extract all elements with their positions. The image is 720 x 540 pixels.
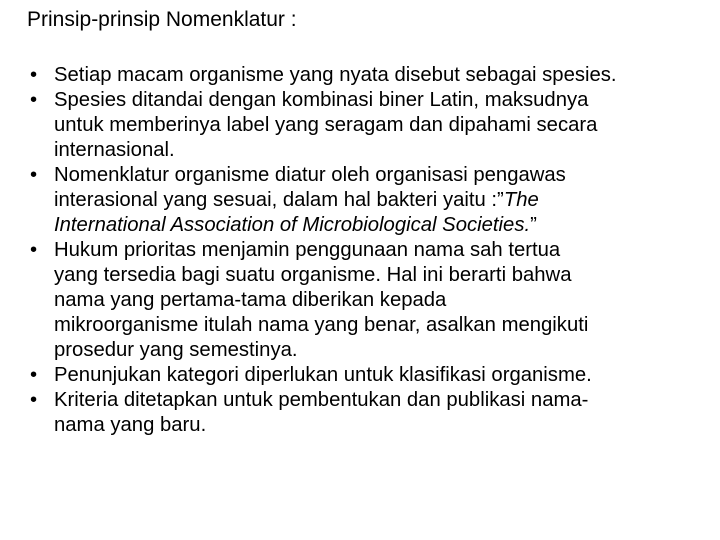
bullet-icon: •	[30, 239, 38, 261]
bullet-icon: •	[30, 164, 38, 186]
organization-name: International Association of Microbiological Societies.	[54, 214, 531, 236]
bullet-text: prosedur yang semestinya.	[54, 339, 298, 361]
bullet-icon: •	[30, 89, 38, 111]
bullet-text: yang tersedia bagi suatu organisme. Hal ini berarti bahwa	[54, 264, 572, 286]
list-item	[30, 163, 715, 238]
bullet-text: Hukum prioritas menjamin penggunaan nama sah tertua	[54, 239, 561, 261]
bullet-text: internasional.	[54, 139, 175, 161]
bullet-icon: •	[30, 64, 38, 86]
list-item	[30, 63, 715, 88]
list-item	[30, 238, 715, 363]
bullet-text: interasional yang sesuai, dalam hal bakteri yaitu :”	[54, 189, 504, 211]
bullet-text: Nomenklatur organisme diatur oleh organisasi pengawas	[54, 164, 566, 186]
bullet-text: Setiap macam organisme yang nyata disebut sebagai spesies.	[54, 64, 617, 86]
bullet-icon: •	[30, 364, 38, 386]
bullet-text: Kriteria ditetapkan untuk pembentukan dan publikasi nama-	[54, 389, 589, 411]
bullet-text: nama yang pertama-tama diberikan kepada	[54, 289, 447, 311]
list-item	[30, 388, 715, 438]
bullet-text-line	[54, 188, 715, 213]
list-item	[30, 363, 715, 388]
italic-text: The	[503, 189, 539, 211]
bullet-text: untuk memberinya label yang seragam dan dipahami secara	[54, 114, 598, 136]
list-item	[30, 88, 715, 163]
closing-quote: ”	[530, 214, 537, 236]
principles-list	[30, 63, 715, 438]
bullet-icon: •	[30, 389, 38, 411]
bullet-text: nama yang baru.	[54, 414, 207, 436]
bullet-text: mikroorganisme itulah nama yang benar, asalkan mengikuti	[54, 314, 589, 336]
page-title: Prinsip-prinsip Nomenklatur :	[27, 8, 297, 31]
bullet-text-line	[54, 213, 715, 238]
bullet-text: Spesies ditandai dengan kombinasi biner Latin, maksudnya	[54, 89, 589, 111]
bullet-text: Penunjukan kategori diperlukan untuk klasifikasi organisme.	[54, 364, 592, 386]
